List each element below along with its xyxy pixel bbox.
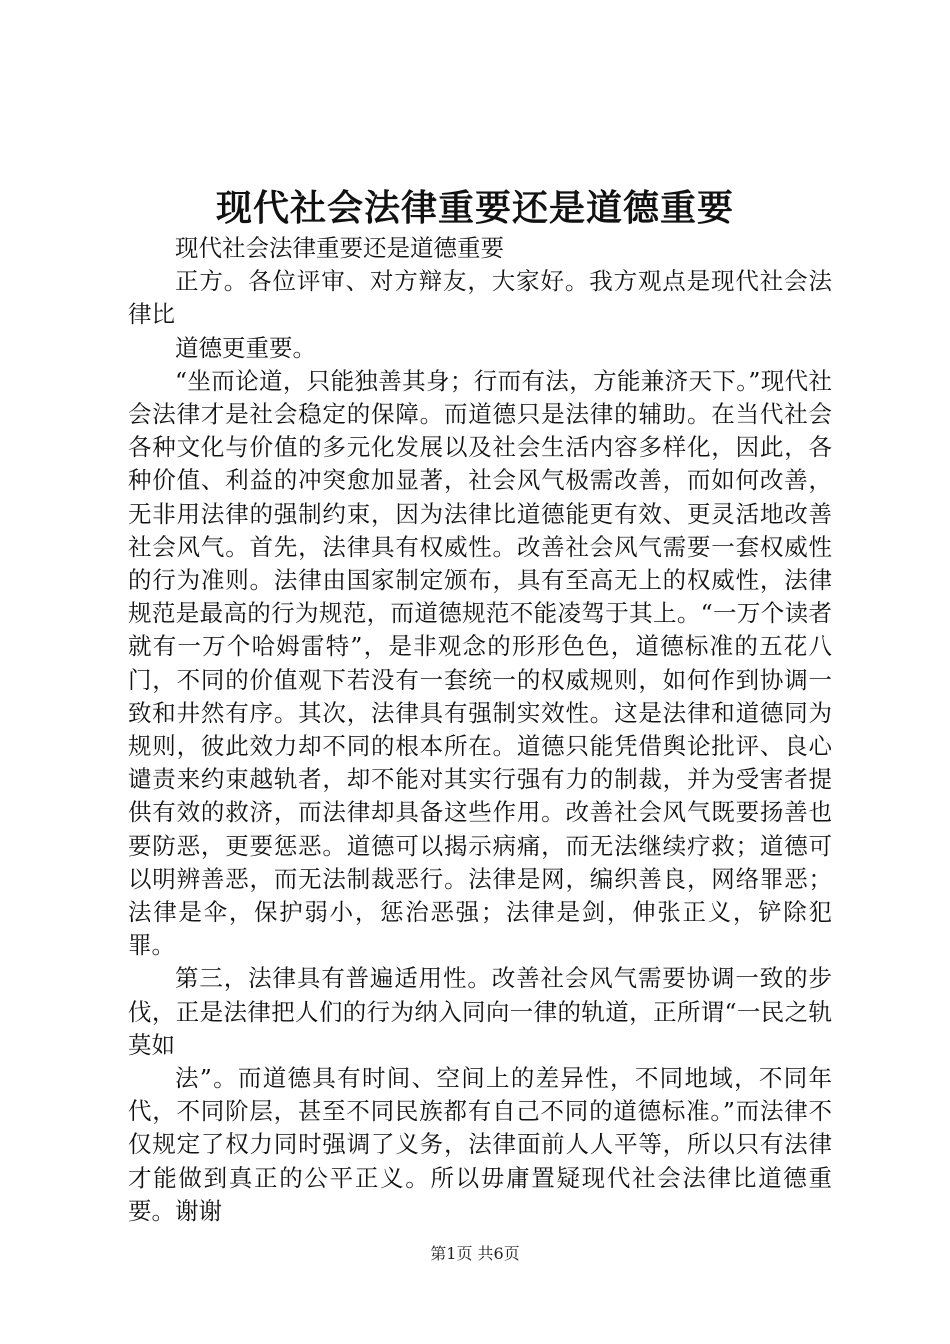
document-body (128, 232, 832, 1228)
paragraph: 第三，法律具有普遍适用性。改善社会风气需要协调一致的步伐，正是法律把人们的行为纳入同向一律的轨道，正所谓“一民之轨莫如 (128, 964, 832, 1059)
paragraph: 道德更重要。 (175, 333, 316, 362)
paragraph: “坐而论道，只能独善其身；行而有法，方能兼济天下。”现代社会法律才是社会稳定的保障。而道德只是法律的辅助。在当代社会各种文化与价值的多元化发展以及社会生活内容多样化，因此，各种价值、利益的冲突愈加显著，社会风气极需改善，而如何改善，无非用法律的强制约束，因为法律比道德能更有效、更灵活地改善社会风气。首先，法律具有权威性。改善社会风气需要一套权威性的行为准则。法律由国家制定颁布，具有至高无上的权威性，法律规范是最高的行为规范，而道德规范不能凌驾于其上。“一万个读者就有一万个哈姆雷特”，是非观念的形形色色，道德标准的五花八门，不同的价值观下若没有一套统一的权威规则，如何作到协调一致和井然有序。其次，法律具有强制实效性。这是法律和道德同为规则，彼此效力却不同的根本所在。道德只能凭借舆论批评、良心谴责来约束越轨者，却不能对其实行强有力的制裁，并为受害者提供有效的救济，而法律却具备这些作用。改善社会风气既要扬善也要防恶，更要惩恶。道德可以揭示病痛，而无法继续疗救；道德可以明辨善恶，而无法制裁恶行。法律是网，编织善良，网络罪恶；法律是伞，保护弱小，惩治恶强；法律是剑，伸张正义，铲除犯罪。 (128, 366, 832, 960)
document-title: 现代社会法律重要还是道德重要 (215, 187, 734, 229)
paragraph: 现代社会法律重要还是道德重要 (175, 234, 504, 262)
paragraph: 正方。各位评审、对方辩友，大家好。我方观点是现代社会法律比 (128, 267, 832, 329)
page-footer: 第1页 共6页 (430, 1244, 520, 1263)
paragraph: 法”。而道德具有时间、空间上的差异性，不同地域，不同年代，不同阶层，甚至不同民族都有自己不同的道德标准。”而法律不仅规定了权力同时强调了义务，法律面前人人平等，所以只有法律才能做到真正的公平正义。所以毋庸置疑现代社会法律比道德重要。谢谢 (128, 1064, 832, 1225)
